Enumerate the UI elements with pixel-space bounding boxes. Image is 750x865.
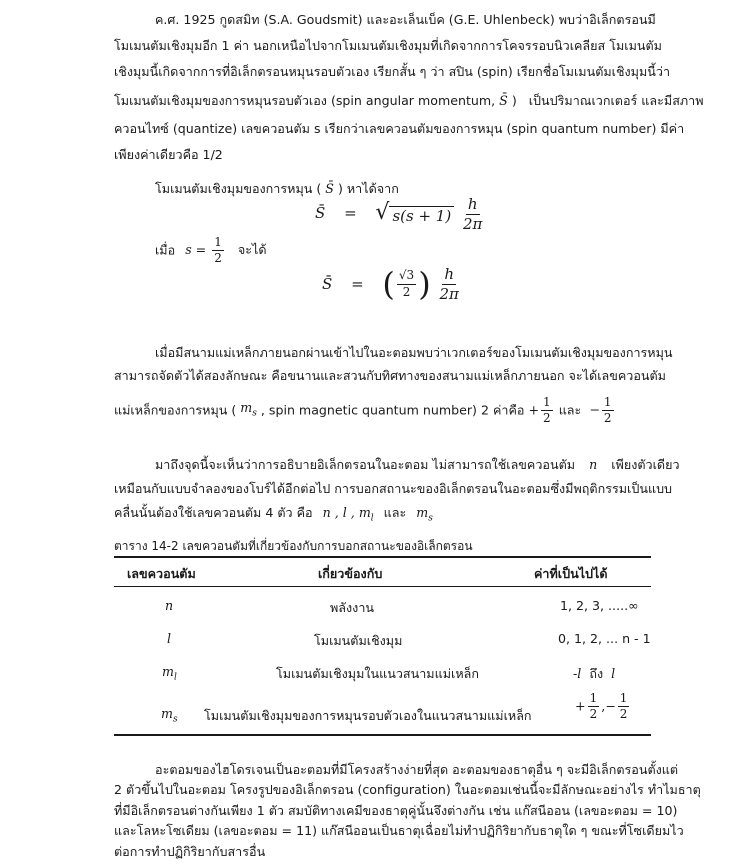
eq2-h-over-2pi xyxy=(437,266,460,302)
table-row-ms-val: + $\frac{1}{2}$ ,− $\frac{1}{2}$ xyxy=(575,691,628,722)
para4-line1-tail: เพียงตัวเดียว xyxy=(611,457,680,472)
table-header-rule xyxy=(114,586,651,587)
para3-line2: สามารถจัดตัวได้สองลักษณะ คือขนานและสวนกับทิศทางของสนามแม่เหล็กภายนอก จะได้เลขควอนตัม xyxy=(114,368,666,383)
para3-line3 xyxy=(114,396,616,425)
eq2-sqrt3: √3 xyxy=(397,269,416,284)
para5-line2: 2 ตัวขึ้นไปในอะตอม โครงรูปของอิเล็กตรอน (configuration) ในอะตอมเช่นนี้จะมีลักษณะอย่างไร ทำไมธาตุ xyxy=(114,782,701,797)
equation-spin-magnitude xyxy=(315,196,486,232)
para4-line1-lead: มาถึงจุดนี้จะเห็นว่าการอธิบายอิเล็กตรอนในอะตอม ไม่สามารถใช้เลขควอนตัม xyxy=(155,457,576,472)
para4-qn-list: n , l , $m_l$ xyxy=(322,505,374,524)
eq1-sqrt-arg: s(s + 1) xyxy=(389,206,454,227)
equation-spin-value xyxy=(322,266,463,302)
para3-line3-mid: , spin magnetic quantum number) 2 ค่าคือ xyxy=(260,402,525,418)
eq2-lhs: S̄ xyxy=(322,275,333,293)
eq2-rparen: ) xyxy=(418,265,431,303)
para4-ms: $m_s$ xyxy=(416,505,433,524)
para4-and: และ xyxy=(383,505,407,520)
table-row-l-qn: l xyxy=(167,631,172,646)
para3-minus: − xyxy=(589,402,600,418)
para4-line3-lead: คลื่นนั้นต้องใช้เลขควอนตัม 4 ตัว คือ xyxy=(114,505,313,520)
eq2-2pi: 2π xyxy=(439,284,459,303)
para5-line1: อะตอมของไฮโดรเจนเป็นอะตอมที่มีโครงสร้างง่ายที่สุด อะตอมของธาตุอื่น ๆ จะมีอิเล็กตรอนตั้งแต่ xyxy=(155,762,679,777)
para3-plus: + xyxy=(528,402,540,418)
table-row-ml-rel: โมเมนตัมเชิงมุมในแนวสนามแม่เหล็ก xyxy=(276,666,479,681)
table-row-ms-qn: $m_s$ xyxy=(161,706,178,725)
eq1-h-over-2pi xyxy=(461,196,484,232)
para3-line3-lead: แม่เหล็กของการหมุน ( xyxy=(114,402,237,418)
eq1-equals: = xyxy=(344,204,357,222)
para3-line1: เมื่อมีสนามแม่เหล็กภายนอกผ่านเข้าไปในอะตอมพบว่าเวกเตอร์ของโมเมนตัมเชิงมุมของการหมุน xyxy=(155,345,673,360)
para1-line3: เชิงมุมนี้เกิดจากการที่อิเล็กตรอนหมุนรอบตัวเอง เรียกสั้น ๆ ว่า สปิน (spin) เรียกชื่อโมเมนตัมเชิงมุมนี้ว่า xyxy=(114,64,671,79)
para2-line xyxy=(155,183,399,196)
table-row-l-val: 0, 1, 2, ... n - 1 xyxy=(558,631,651,646)
ml-val-to: ถึง xyxy=(589,666,604,681)
para5-line3: ที่มีอิเล็กตรอนต่างกันเพียง 1 ตัว สมบัติทางเคมีของธาตุคู่นั้นจึงต่างกัน เช่น แก๊สนีออน (เลขอะตอม = 10) xyxy=(114,803,678,818)
when-eq: = xyxy=(195,242,207,258)
para1-line1: ค.ศ. 1925 กูดสมิท (S.A. Goudsmit) และอะเล็นเบ็ค (G.E. Uhlenbeck) พบว่าอิเล็กตรอนมี xyxy=(155,12,656,27)
table-row-ml-qn: $m_l$ xyxy=(162,664,177,683)
para5-line5: ต่อการทำปฏิกิริยากับสารอื่น xyxy=(114,844,266,859)
table-row-ms-rel: โมเมนตัมเชิงมุมของการหมุนรอบตัวเองในแนวสนามแม่เหล็ก xyxy=(204,708,532,723)
eq1-2pi: 2π xyxy=(462,214,483,233)
para1-line4-text: โมเมนตัมเชิงมุมของการหมุนรอบตัวเอง (spin angular momentum, xyxy=(114,93,496,108)
eq1-lhs: S̄ xyxy=(315,204,326,222)
table-row-n-rel: พลังงาน xyxy=(330,600,374,615)
table-row-n-val: 1, 2, 3, .....∞ xyxy=(560,598,639,613)
when-half-num: 1 xyxy=(212,236,224,251)
para4-n: n xyxy=(589,457,598,472)
para3-and: และ xyxy=(558,402,582,418)
eq2-h: h xyxy=(444,265,454,283)
eq1-sqrt: √ s(s + 1) xyxy=(375,202,454,227)
when-half-den: 2 xyxy=(214,251,222,266)
eq2-lparen: ( xyxy=(382,265,395,303)
when-s: s xyxy=(185,242,192,258)
ml-val-max: l xyxy=(611,666,616,681)
para2-lead: โมเมนตัมเชิงมุมของการหมุน ( xyxy=(155,181,322,196)
para5-line4: และโลหะโซเดียม (เลขอะตอม = 11) แก๊สนีออนเป็นธาตุเฉื่อยไม่ทำปฏิกิริยากับธาตุใด ๆ ขณะที่โซเดียมไว xyxy=(114,823,684,838)
spin-vector-symbol: S̄ xyxy=(499,93,508,108)
table-header-qn: เลขควอนตัม xyxy=(127,566,196,581)
eq2-two: 2 xyxy=(402,284,411,299)
para3-minus-half: $\frac{1}{2}$ xyxy=(603,395,612,426)
para1-line4-tail: เป็นปริมาณเวกเตอร์ และมีสภาพ xyxy=(528,93,704,108)
ml-val-min: -l xyxy=(573,666,582,681)
para4-line2: เหมือนกับแบบจำลองของโบร์ได้อีกต่อไป การบอกสถานะของอิเล็กตรอนในอะตอมซึ่งมีพฤติกรรมเป็นแบบ xyxy=(114,481,673,496)
para3-plus-half: $\frac{1}{2}$ xyxy=(543,395,551,426)
para1-line6: เพียงค่าเดียวคือ 1/2 xyxy=(114,147,223,162)
para4-line1 xyxy=(155,459,680,472)
para2-tail: ) หาได้จาก xyxy=(337,181,399,196)
table-top-rule xyxy=(114,556,651,558)
table-row-ml-val xyxy=(573,664,615,684)
para2-S-symbol: S̄ xyxy=(325,181,334,196)
when-line xyxy=(155,236,267,265)
table-header-values: ค่าที่เป็นไปได้ xyxy=(534,566,608,581)
table-caption: ตาราง 14-2 เลขควอนตัมที่เกี่ยวข้องกับการบอกสถานะของอิเล็กตรอน xyxy=(114,539,473,553)
para3-ms: $m_s$ xyxy=(240,400,257,419)
table-header-related: เกี่ยวข้องกับ xyxy=(318,566,383,581)
para1-line5: ควอนไทซ์ (quantize) เลขควอนตัม s เรียกว่าเลขควอนตัมของการหมุน (spin quantum number) มีค่า xyxy=(114,121,685,136)
table-bottom-rule xyxy=(114,734,651,736)
para1-line4 xyxy=(114,95,704,108)
eq2-equals: = xyxy=(351,275,364,293)
when-text: เมื่อ xyxy=(155,242,176,258)
get-text: จะได้ xyxy=(237,242,267,258)
para1-line4-close: ) xyxy=(511,93,525,108)
table-row-l-rel: โมเมนตัมเชิงมุม xyxy=(314,633,403,648)
para1-line2: โมเมนตัมเชิงมุมอีก 1 ค่า นอกเหนือไปจากโมเมนตัมเชิงมุมที่เกิดจากการโคจรรอบนิวเคลียส โมเมนตัม xyxy=(114,38,662,53)
eq2-sqrt3-over-2 xyxy=(397,269,416,298)
para4-line3 xyxy=(114,507,433,524)
when-half xyxy=(212,236,224,265)
eq1-h: h xyxy=(467,195,478,213)
table-row-n-qn: n xyxy=(165,598,174,613)
